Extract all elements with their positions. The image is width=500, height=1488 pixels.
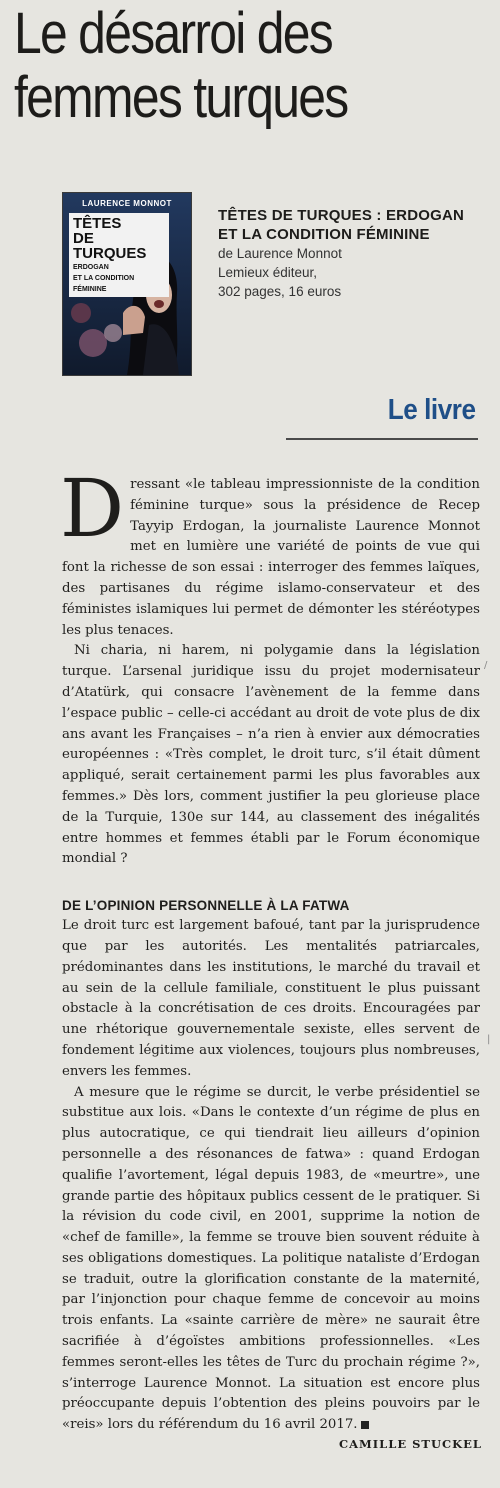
cover-subtitle-line-3: FÉMININE bbox=[73, 286, 107, 293]
end-of-article-mark bbox=[361, 1421, 369, 1429]
paragraph-4 bbox=[62, 1083, 480, 1437]
book-title-line-1: TÊTES DE TURQUES : ERDOGAN bbox=[218, 207, 465, 224]
article-headline bbox=[14, 2, 427, 130]
article-subheading: DE L’OPINION PERSONNELLE À LA FATWA bbox=[62, 898, 350, 914]
book-publisher: Lemieux éditeur, bbox=[218, 265, 318, 280]
section-divider bbox=[286, 438, 478, 440]
headline-line-1: Le désarroi des bbox=[14, 1, 333, 66]
drop-cap: D bbox=[60, 462, 125, 555]
book-author: de Laurence Monnot bbox=[218, 246, 342, 261]
book-details: 302 pages, 16 euros bbox=[218, 284, 342, 299]
section-label: Le livre bbox=[388, 394, 476, 426]
paragraph-3: Le droit turc est largement bafoué, tant par la jurisprudence que par les autorités. Les mentalités patriarcales, prédominantes dans les institutions, le marché du travail et au sein de la cellule familiale, constituent le plus puissant obstacle à la concrétisation de ces droits. Encouragées par une rhétorique gouvernementale sexiste, elles servent de fondement légitime aux violences, toujours plus nombreuses, envers les femmes. bbox=[62, 918, 480, 1079]
cover-title-line-1: TÊTES bbox=[73, 215, 122, 232]
margin-tick: / bbox=[484, 660, 488, 671]
book-info bbox=[218, 206, 488, 301]
paragraph-1 bbox=[60, 462, 480, 641]
book-cover bbox=[62, 192, 192, 376]
paragraph-4-text: A mesure que le régime se durcit, le verbe présidentiel se substitue aux lois. «Dans le contexte d’un régime de plus en plus autocratique, ce qui tiendrait lieu ailleurs d’opinion personnelle a des résonances de fatwa» : quand Erdogan qualifie l’avortement, légal depuis 1983, de «meurtre», une grande partie des hôpitaux publics cessent de le pratiquer. Si la révision du code civil, en 2001, supprime la notion de «chef de famille», la femme se trouve bien souvent réduite à ses obligations domestiques. La politique nataliste d’Erdogan se traduit, outre la glorification constante de la maternité, par l’injonction pour chaque femme de concevoir au moins trois enfants. La «sainte carrière de mère» ne saurait être sacrifiée à d’égoïstes ambitions professionnelles. «Les femmes seront-elles les têtes de Turc du prochain régime ?», s’interroge Laurence Monnot. La situation est encore plus préoccupante depuis l’obtention des pleins pouvoirs par le «reis» lors du référendum du 16 avril 2017. bbox=[62, 1084, 480, 1433]
cover-subtitle-line-1: ERDOGAN bbox=[73, 264, 109, 271]
margin-tick: | bbox=[487, 1034, 491, 1045]
paragraph-2: Ni charia, ni harem, ni polygamie dans la législation turque. L’arsenal juridique issu du projet modernisateur d’Atatürk, qui consacre l’avènement de la femme dans l’espace public – celle-ci accédant au droit de vote plus de dix ans avant les Françaises – n’a rien à envier aux démocraties européennes : «Très complet, le droit turc, s’il était dûment appliqué, serait certainement parmi les plus favorables aux femmes.» Dès lors, comment justifier la peu glorieuse place de la Turquie, 130e sur 144, au classement des inégalités entre hommes et femmes établi par le Forum économique mondial ? bbox=[62, 643, 480, 867]
cover-title-box bbox=[69, 213, 169, 297]
author-signature: CAMILLE STUCKEL bbox=[338, 1437, 482, 1451]
article-body bbox=[60, 462, 480, 1436]
headline-line-2: femmes turques bbox=[14, 65, 348, 130]
cover-author: LAURENCE MONNOT bbox=[82, 199, 172, 208]
cover-subtitle-line-2: ET LA CONDITION bbox=[73, 275, 135, 282]
paragraph-1-text: ressant «le tableau impressionniste de la condition féminine turque» sous la présidence de Recep Tayyip Erdogan, la journaliste Laurence Monnot met en lumière une variété de points de vue qui font la richesse de son essai : interroger des femmes laïques, des partisanes du régime islamo-conservateur et des féministes islamiques lui permet de démonter les stéréotypes les plus tenaces. bbox=[62, 477, 480, 638]
book-title-line-2: ET LA CONDITION FÉMININE bbox=[218, 226, 430, 243]
cover-title-line-2: DE TURQUES bbox=[73, 230, 147, 262]
